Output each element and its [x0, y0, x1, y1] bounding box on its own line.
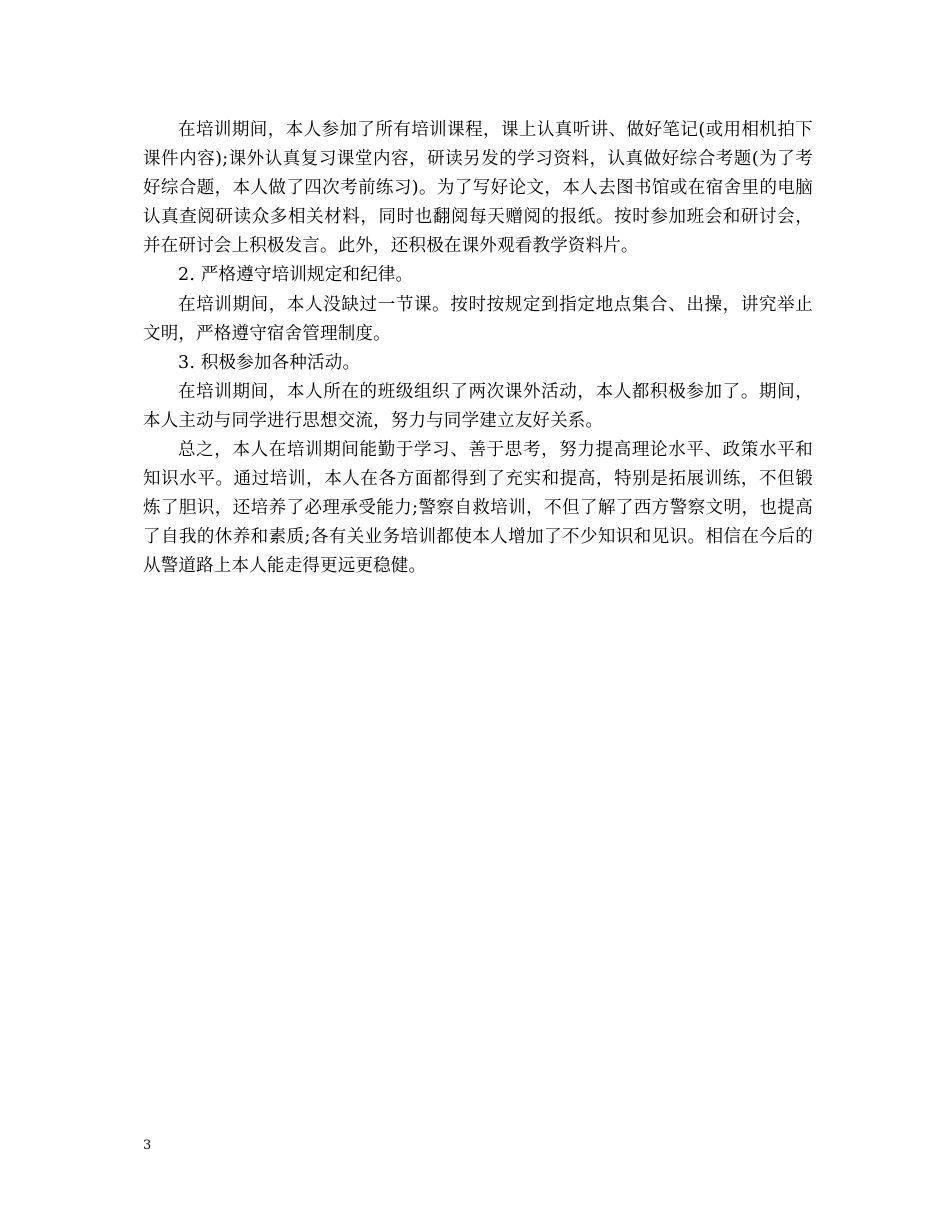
paragraph-summary: 总之，本人在培训期间能勤于学习、善于思考，努力提高理论水平、政策水平和知识水平。通过培训，本人在各方面都得到了充实和提高，特别是拓展训练，不但锻炼了胆识，还培养了必理承受能力;警察自救培训，不但了解了西方警察文明，也提高了自我的休养和素质;各有关业务培训都使本人增加了不少知识和见识。相信在今后的从警道路上本人能走得更远更稳健。	[143, 440, 813, 577]
document-body	[143, 116, 813, 582]
heading-activities: 3. 积极参加各种活动。	[178, 352, 361, 373]
heading-discipline: 2. 严格遵守培训规定和纪律。	[178, 265, 414, 286]
paragraph-study: 在培训期间，本人参加了所有培训课程，课上认真听讲、做好笔记(或用相机拍下课件内容);课外认真复习课堂内容，研读另发的学习资料，认真做好综合考题(为了考好综合题，本人做了四次考前练习)。为了写好论文，本人去图书馆或在宿舍里的电脑认真查阅研读众多相关材料，同时也翻阅每天赠阅的报纸。按时参加班会和研讨会，并在研讨会上积极发言。此外，还积极在课外观看教学资料片。	[143, 120, 813, 257]
paragraph-activities: 在培训期间，本人所在的班级组织了两次课外活动，本人都积极参加了。期间，本人主动与同学进行思想交流，努力与同学建立友好关系。	[143, 381, 813, 431]
paragraph-discipline: 在培训期间，本人没缺过一节课。按时按规定到指定地点集合、出操，讲究举止文明，严格遵守宿舍管理制度。	[143, 294, 813, 344]
page-number: 3	[143, 1138, 152, 1153]
